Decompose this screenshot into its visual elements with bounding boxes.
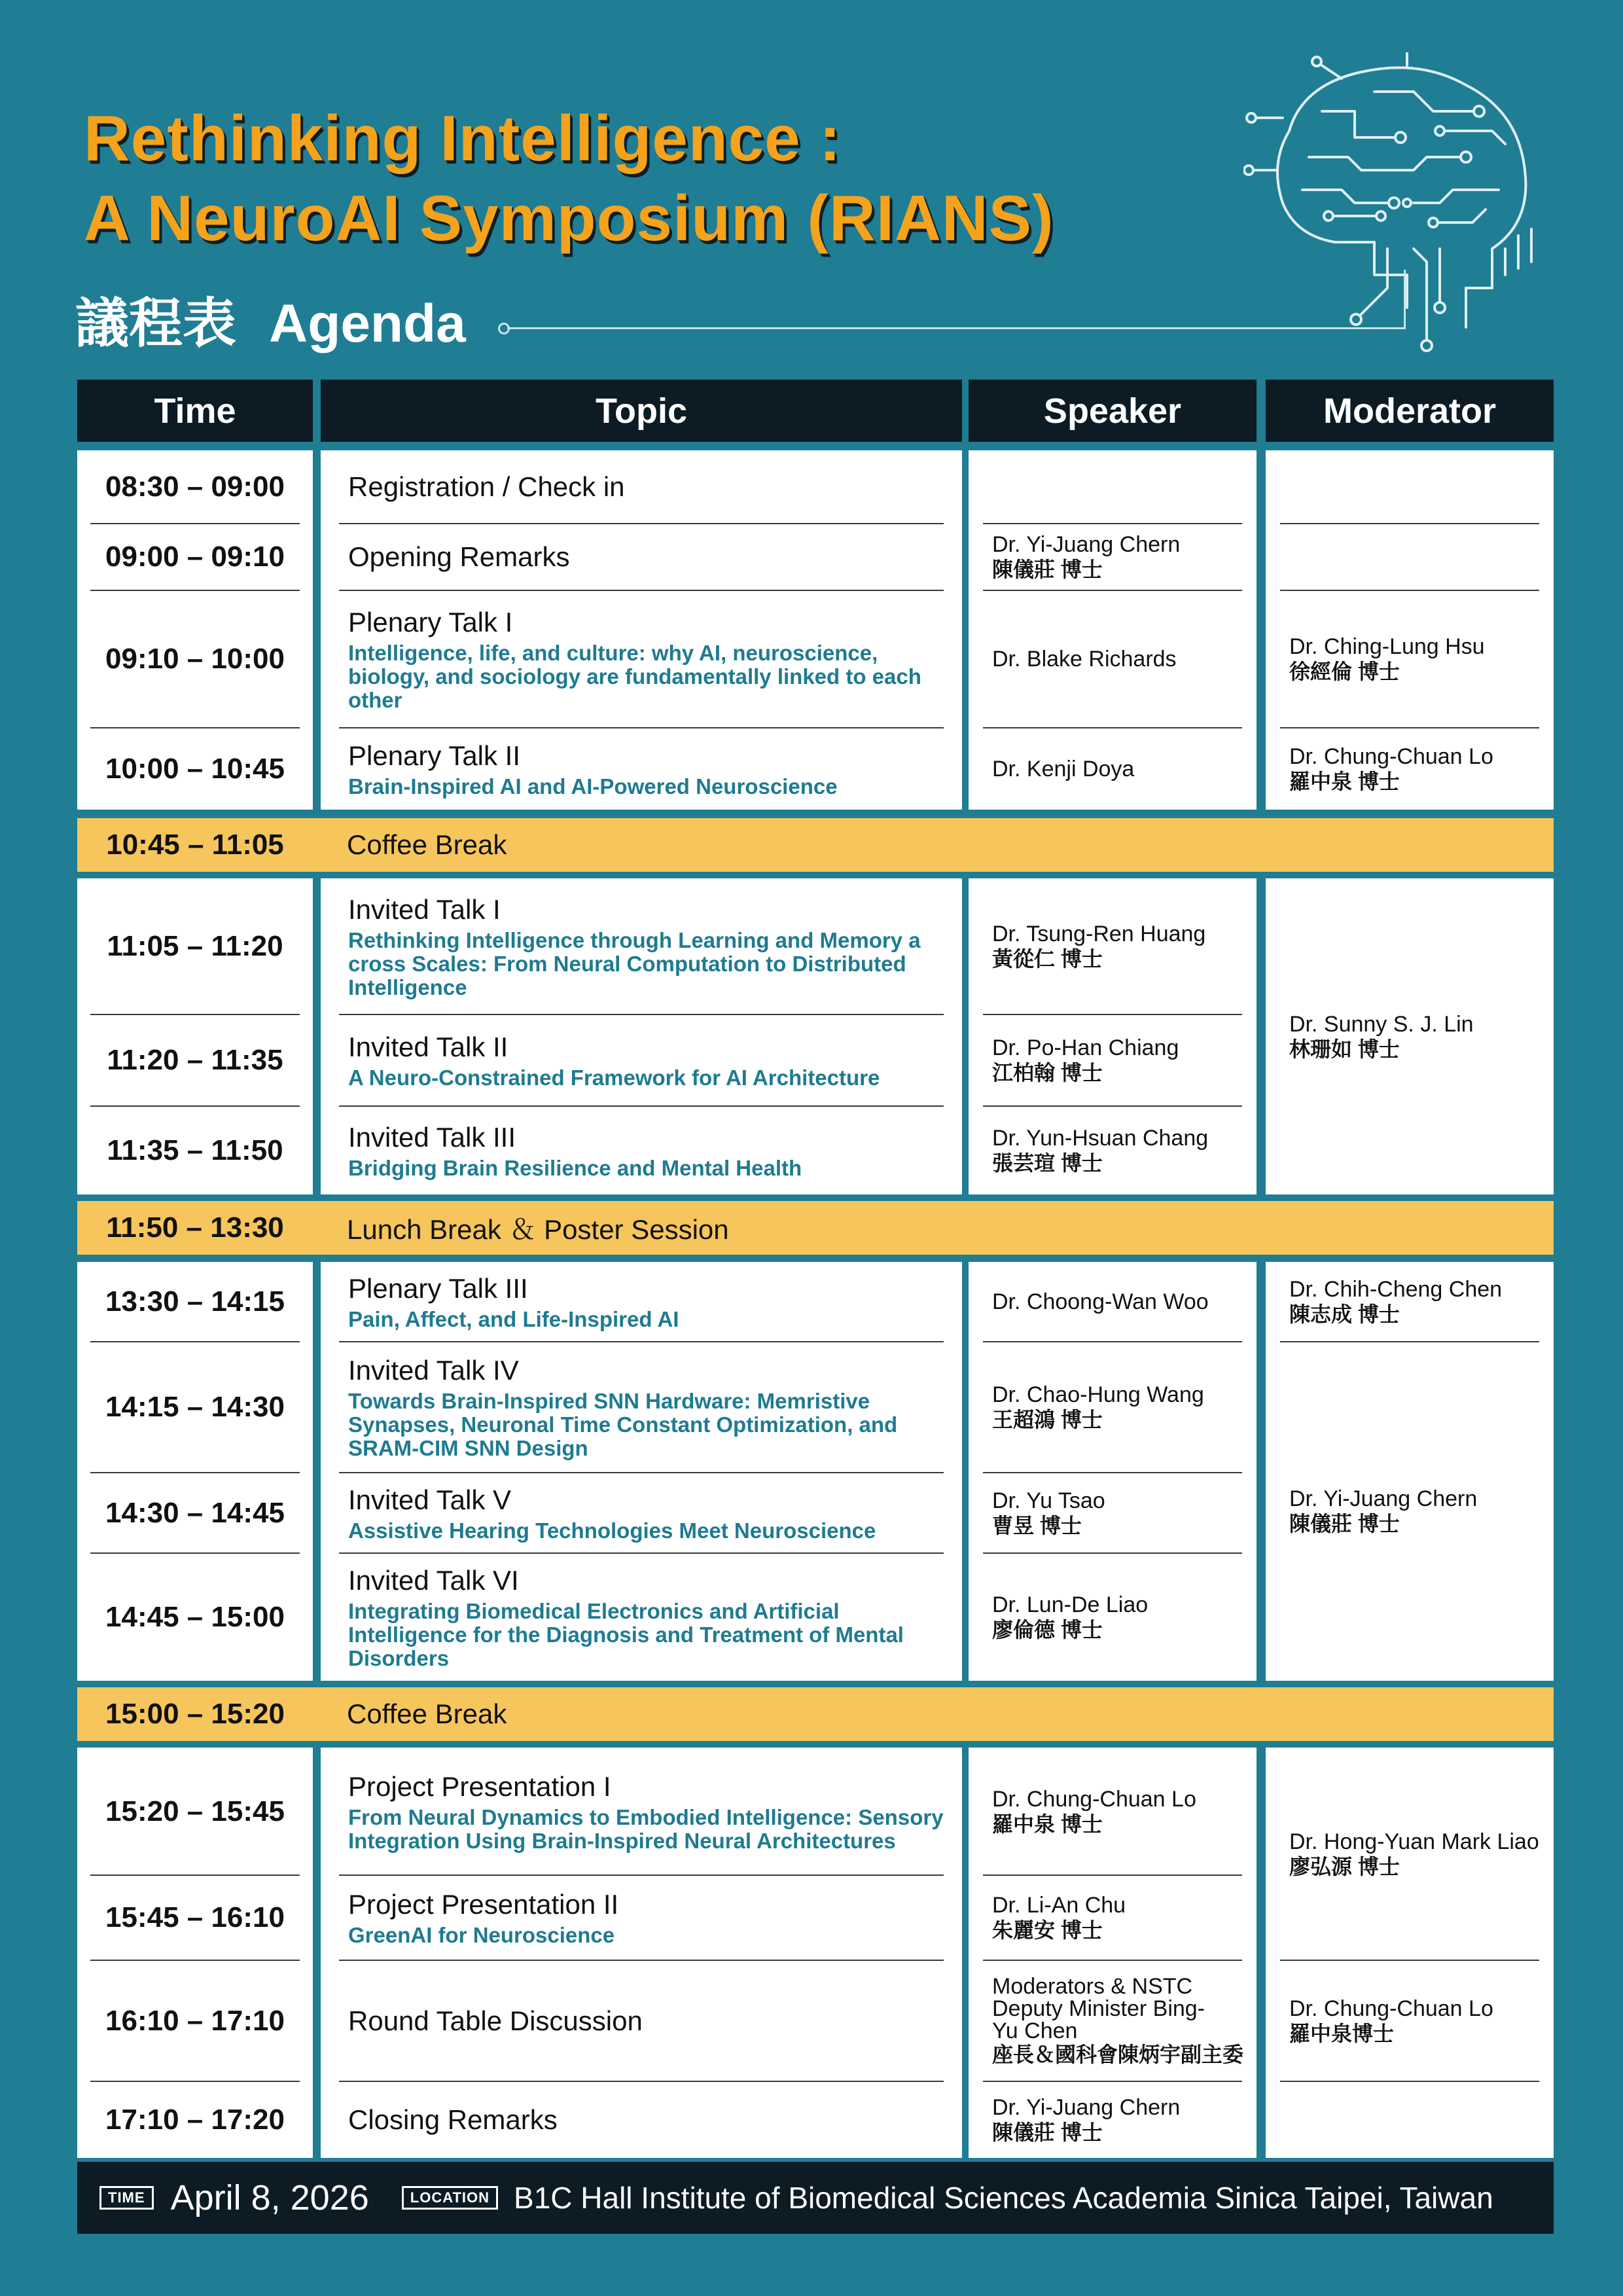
row-speaker — [969, 450, 1257, 524]
topic-subtitle: Rethinking Intelligence through Learning and Memory a cross Scales: From Neural Computation to Distributed Intelligence — [348, 928, 921, 999]
location-tag: LOCATION — [402, 2186, 498, 2210]
break-row — [77, 1687, 1554, 1741]
moderator-name-zh: 林珊如 博士 — [1289, 1037, 1400, 1061]
moderator-name: Dr. Chung-Chuan Lo — [1289, 744, 1493, 769]
row-time: 10:00 – 10:45 — [105, 752, 285, 785]
break-row — [77, 1201, 1554, 1255]
title-line-1: Rethinking Intelligence : — [84, 102, 842, 174]
topic-subtitle: Bridging Brain Resilience and Mental Health — [348, 1155, 802, 1180]
row-topic — [321, 450, 962, 524]
break-time: 15:00 – 15:20 — [105, 1698, 285, 1730]
circuit-brain-icon — [1243, 52, 1558, 353]
row-time: 13:30 – 14:15 — [105, 1285, 285, 1318]
row-speaker — [969, 1748, 1257, 1875]
speaker-name-zh: 座長＆國科會陳炳宇副主委 — [992, 2042, 1244, 2066]
topic-label: Invited Talk II — [348, 1031, 508, 1062]
speaker-name-zh: 王超鴻 博士 — [992, 1408, 1103, 1431]
topic-subtitle: Integrating Biomedical Electronics and Artificial Intelligence for the Diagnosis and Treatment of Mental Disorders — [348, 1598, 904, 1670]
row-moderator — [1266, 590, 1554, 728]
row-speaker — [969, 1106, 1257, 1194]
row-time: 09:00 – 09:10 — [105, 541, 285, 573]
speaker-name-zh: 曹昱 博士 — [992, 1513, 1082, 1537]
speaker-name-zh: 朱麗安 博士 — [992, 1918, 1103, 1942]
moderator-name-zh: 羅中泉 博士 — [1289, 769, 1400, 793]
speaker-name-zh: 陳儀莊 博士 — [992, 2120, 1103, 2144]
row-time: 08:30 – 09:00 — [105, 471, 285, 503]
agenda-heading-en: Agenda — [269, 294, 466, 353]
moderator-name-zh: 陳志成 博士 — [1289, 1302, 1400, 1326]
moderator-name: Dr. Sunny S. J. Lin — [1289, 1011, 1474, 1037]
moderator-name-zh: 羅中泉博士 — [1289, 2021, 1395, 2045]
row-time: 15:45 – 16:10 — [105, 1901, 285, 1933]
row-topic — [321, 524, 962, 590]
speaker-name-zh: 陳儀莊 博士 — [992, 558, 1103, 581]
row-time: 16:10 – 17:10 — [105, 2004, 285, 2037]
row-speaker — [969, 728, 1257, 810]
row-speaker — [969, 878, 1257, 1014]
row-time: 14:45 – 15:00 — [105, 1600, 285, 1633]
speaker-name-zh: 江柏翰 博士 — [992, 1061, 1103, 1085]
break-label: Lunch Break ＆ Poster Session — [347, 1214, 729, 1245]
break-time: 10:45 – 11:05 — [106, 829, 284, 861]
agenda-heading — [75, 291, 466, 357]
speaker-name-zh: 羅中泉 博士 — [992, 1812, 1103, 1836]
row-time: 11:05 – 11:20 — [107, 930, 283, 962]
row-moderator — [1266, 1748, 1554, 1960]
row-speaker — [969, 524, 1257, 590]
row-topic — [321, 1875, 962, 1960]
topic-label: Invited Talk IV — [348, 1355, 519, 1386]
topic-subtitle: Towards Brain-Inspired SNN Hardware: Memristive Synapses, Neuronal Time Constant Optimization, and SRAM-CIM SNN Design — [348, 1389, 898, 1460]
moderator-name-zh: 陳儀莊 博士 — [1289, 1512, 1400, 1535]
topic-label: Invited Talk VI — [348, 1564, 519, 1596]
row-topic — [321, 1262, 962, 1342]
speaker-name: Dr. Yun-Hsuan Chang — [992, 1125, 1209, 1151]
topic-label: Plenary Talk III — [348, 1273, 528, 1304]
speaker-name: Dr. Kenji Doya — [992, 756, 1135, 781]
column-header-moderator: Moderator — [1266, 380, 1554, 442]
topic-label: Project Presentation I — [348, 1770, 611, 1802]
agenda-divider — [507, 327, 1404, 329]
topic-label: Plenary Talk I — [348, 607, 513, 637]
event-location: B1C Hall Institute of Biomedical Sciences Academia Sinica Taipei, Taiwan — [514, 2181, 1493, 2215]
row-moderator — [1266, 878, 1554, 1194]
topic-label: Plenary Talk II — [348, 740, 521, 771]
row-topic — [321, 2081, 962, 2158]
speaker-name: Dr. Po-Han Chiang — [992, 1035, 1179, 1060]
topic-label: Invited Talk V — [348, 1484, 512, 1515]
time-tag: TIME — [99, 2186, 154, 2210]
moderator-name: Dr. Ching-Lung Hsu — [1289, 634, 1485, 659]
topic-label: Opening Remarks — [348, 541, 570, 572]
row-topic — [321, 1960, 962, 2081]
topic-subtitle: From Neural Dynamics to Embodied Intelligence: Sensory Integration Using Brain-Inspired Neural Architectures — [348, 1804, 944, 1853]
row-time: 11:20 – 11:35 — [107, 1044, 283, 1076]
row-speaker — [969, 2081, 1257, 2158]
speaker-name: Dr. Blake Richards — [992, 647, 1177, 672]
topic-label: Closing Remarks — [348, 2104, 558, 2135]
row-topic — [321, 728, 962, 810]
topic-label: Invited Talk I — [348, 894, 501, 925]
row-topic — [321, 1106, 962, 1194]
row-speaker — [969, 1473, 1257, 1553]
break-label: Coffee Break — [347, 1698, 507, 1729]
topic-subtitle: Brain-Inspired AI and AI-Powered Neuroscience — [348, 774, 838, 798]
row-speaker — [969, 1960, 1257, 2081]
speaker-name: Dr. Yu Tsao — [992, 1488, 1105, 1513]
speaker-name: Dr. Chung-Chuan Lo — [992, 1786, 1196, 1812]
topic-label: Registration / Check in — [348, 471, 625, 502]
row-speaker — [969, 590, 1257, 728]
speaker-name: Dr. Choong-Wan Woo — [992, 1289, 1209, 1314]
row-speaker — [969, 1875, 1257, 1960]
speaker-name: Dr. Li-An Chu — [992, 1893, 1126, 1918]
row-time: 15:20 – 15:45 — [105, 1795, 285, 1827]
row-time: 14:30 – 14:45 — [105, 1496, 285, 1529]
row-topic — [321, 1473, 962, 1553]
speaker-name: Moderators & NSTC Deputy Minister Bing-Yu Chen — [992, 1973, 1205, 2043]
speaker-name: Dr. Tsung-Ren Huang — [992, 922, 1206, 946]
row-topic — [321, 1553, 962, 1681]
column-header-speaker: Speaker — [969, 380, 1257, 442]
moderator-name: Dr. Yi-Juang Chern — [1289, 1486, 1478, 1511]
row-time: 17:10 – 17:20 — [105, 2103, 285, 2136]
speaker-name: Dr. Yi-Juang Chern — [992, 2094, 1181, 2120]
speaker-name: Dr. Lun-De Liao — [992, 1592, 1149, 1617]
row-moderator — [1266, 524, 1554, 590]
agenda-heading-zh: 議程表 — [75, 294, 237, 353]
topic-subtitle: GreenAI for Neuroscience — [348, 1923, 615, 1947]
row-moderator — [1266, 1960, 1554, 2081]
row-speaker — [969, 1014, 1257, 1106]
row-moderator — [1266, 2081, 1554, 2158]
moderator-name: Dr. Hong-Yuan Mark Liao — [1289, 1829, 1539, 1854]
topic-label: Round Table Discussion — [348, 2005, 643, 2036]
row-time: 11:35 – 11:50 — [107, 1134, 283, 1166]
row-topic — [321, 878, 962, 1014]
row-speaker — [969, 1262, 1257, 1342]
row-moderator — [1266, 450, 1554, 524]
event-date: April 8, 2026 — [170, 2178, 369, 2217]
title-line-2: A NeuroAI Symposium (RIANS) — [84, 182, 1054, 254]
row-moderator — [1266, 728, 1554, 810]
topic-subtitle: Intelligence, life, and culture: why AI, neuroscience, biology, and sociology are fundamentally linked to each other — [348, 641, 921, 712]
speaker-name-zh: 張芸瑄 博士 — [992, 1151, 1103, 1175]
topic-label: Invited Talk III — [348, 1121, 516, 1153]
speaker-name-zh: 廖倫德 博士 — [992, 1617, 1103, 1641]
break-label: Coffee Break — [347, 829, 507, 860]
event-footer — [77, 2162, 1554, 2234]
speaker-name: Dr. Yi-Juang Chern — [992, 532, 1181, 557]
moderator-name: Dr. Chih-Cheng Chen — [1289, 1277, 1503, 1302]
topic-subtitle: A Neuro-Constrained Framework for AI Architecture — [348, 1066, 880, 1090]
speaker-name: Dr. Chao-Hung Wang — [992, 1382, 1204, 1407]
row-speaker — [969, 1342, 1257, 1473]
break-row — [77, 818, 1554, 872]
row-topic — [321, 1748, 962, 1875]
row-speaker — [969, 1553, 1257, 1681]
event-title — [84, 98, 1054, 258]
row-time: 09:10 – 10:00 — [105, 643, 285, 675]
row-topic — [321, 1014, 962, 1106]
topic-subtitle: Pain, Affect, and Life-Inspired AI — [348, 1307, 679, 1331]
break-time: 11:50 – 13:30 — [106, 1211, 284, 1244]
row-time: 14:15 – 14:30 — [105, 1391, 285, 1423]
row-topic — [321, 590, 962, 728]
speaker-name-zh: 黃從仁 博士 — [992, 947, 1103, 971]
topic-subtitle: Assistive Hearing Technologies Meet Neuroscience — [348, 1518, 876, 1543]
moderator-name-zh: 徐經倫 博士 — [1289, 660, 1400, 683]
row-moderator — [1266, 1342, 1554, 1681]
row-moderator — [1266, 1262, 1554, 1342]
row-topic — [321, 1342, 962, 1473]
moderator-name-zh: 廖弘源 博士 — [1289, 1854, 1400, 1878]
column-header-time: Time — [77, 380, 313, 442]
topic-label: Project Presentation II — [348, 1889, 619, 1920]
moderator-name: Dr. Chung-Chuan Lo — [1289, 1996, 1493, 2021]
column-header-topic: Topic — [321, 380, 962, 442]
